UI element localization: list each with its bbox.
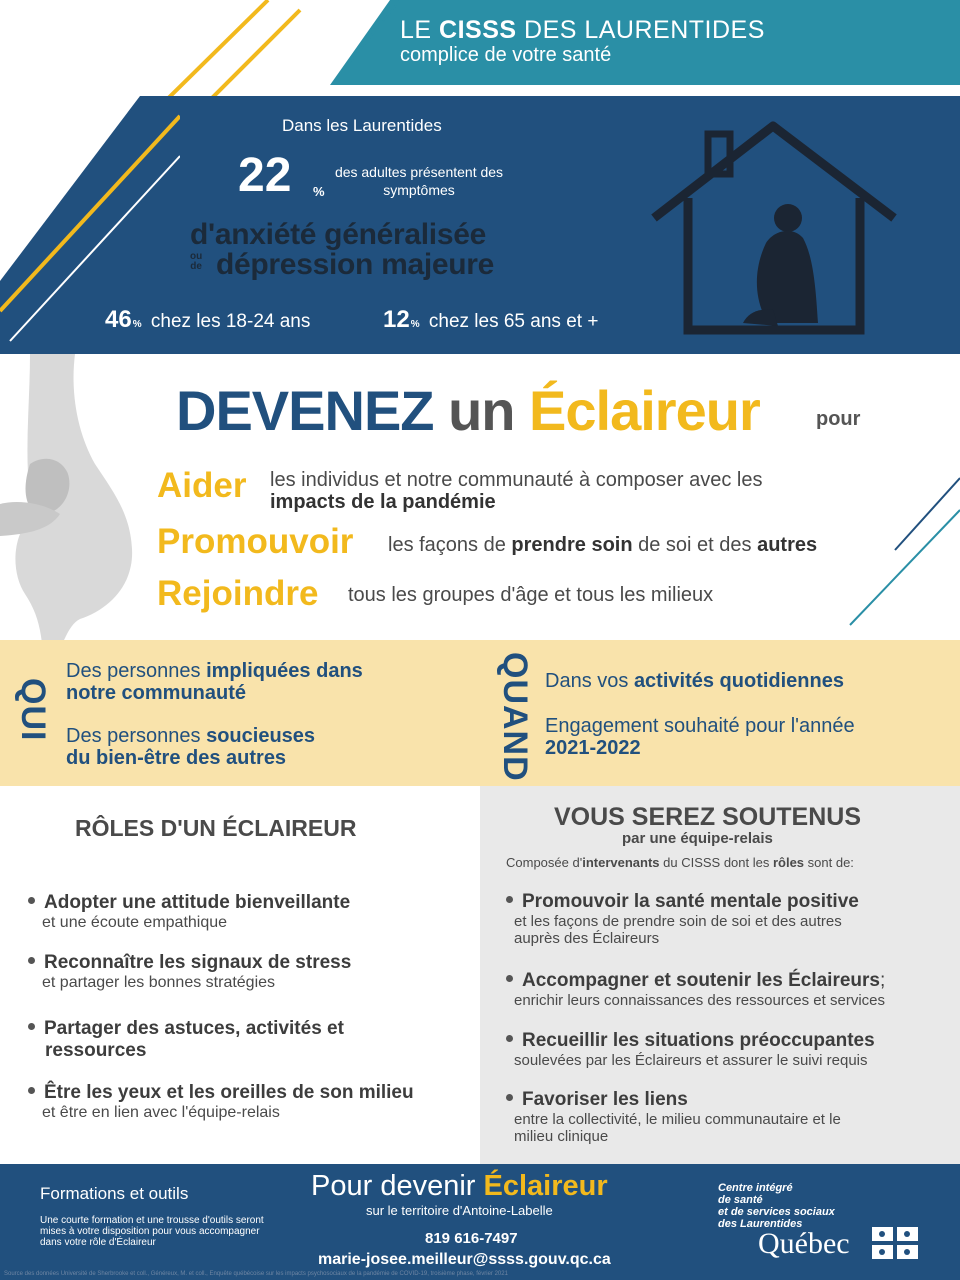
cisss-signature: Centre intégré de santé et de services sociaux des Laurentides xyxy=(718,1182,835,1230)
stat-young: 46% chez les 18-24 ans xyxy=(105,306,311,333)
goal-rejoindre-verb: Rejoindre xyxy=(157,574,319,613)
org-name: LE CISSS DES LAURENTIDES xyxy=(400,16,765,44)
quand-item-1: Dans vos activités quotidiennes xyxy=(545,670,844,692)
goal-aider-text: les individus et notre communauté à composer avec les impacts de la pandémie xyxy=(270,469,763,513)
sitting-person-icon xyxy=(743,204,818,326)
roles-title: RÔLES D'UN ÉCLAIREUR xyxy=(75,815,357,841)
house-icon xyxy=(648,118,903,338)
support-item: Accompagner et soutenir les Éclaireurs; enrichir leurs connaissances des ressources et services xyxy=(506,970,885,1009)
org-tagline: complice de votre santé xyxy=(400,44,612,66)
helping-hand-icon xyxy=(0,354,140,644)
condition-anxiety: d'anxiété généralisée xyxy=(190,218,486,251)
cta-territory: sur le territoire d'Antoine-Labelle xyxy=(366,1203,553,1218)
main-stat-value: 22 xyxy=(238,149,292,202)
condition-depression: dépression majeure xyxy=(216,248,495,281)
cta-title: Pour devenir Éclaireur xyxy=(311,1170,608,1202)
quand-item-2: Engagement souhaité pour l'année 2021-2022 xyxy=(545,715,855,759)
stat-old: 12% chez les 65 ans et + xyxy=(383,306,599,333)
goal-promouvoir-verb: Promouvoir xyxy=(157,522,354,561)
main-stat-unit: % xyxy=(313,184,325,199)
region-label: Dans les Laurentides xyxy=(282,116,442,135)
headline: DEVENEZ un Éclaireur xyxy=(176,379,760,442)
quebec-wordmark: Québec xyxy=(758,1227,850,1260)
support-intro: Composée d'intervenants du CISSS dont les rôles sont de: xyxy=(506,855,854,870)
support-item: Recueillir les situations préoccupantes soulevées par les Éclaireurs et assurer le suivi requis xyxy=(506,1030,875,1069)
qui-item-1: Des personnes impliquées dans notre communauté xyxy=(66,660,363,704)
data-source-note: Source des données Université de Sherbrooke et coll., Généreux, M. et coll., Enquête québécoise sur les impacts psychosociaux de la pandémie de COVID-19, troisième phase, février 2021 xyxy=(4,1271,508,1277)
qui-item-2: Des personnes soucieuses du bien-être des autres xyxy=(66,725,316,769)
contact-phone[interactable]: 819 616-7497 xyxy=(425,1230,518,1247)
goal-rejoindre-text: tous les groupes d'âge et tous les milieux xyxy=(348,584,714,606)
role-item: Partager des astuces, activités et ressources xyxy=(28,1018,344,1062)
training-text: Une courte formation et une trousse d'outils seront mises à votre disposition pour vous accompagner dans votre rôle d'Éclaireur xyxy=(40,1215,264,1248)
support-item: Promouvoir la santé mentale positive et les façons de prendre soin de soi et des autres auprès des Éclaireurs xyxy=(506,891,859,947)
contact-email[interactable]: marie-josee.meilleur@ssss.gouv.qc.ca xyxy=(318,1251,611,1268)
support-item: Favoriser les liens entre la collectivité, le milieu communautaire et le milieu clinique xyxy=(506,1089,841,1145)
role-item: Adopter une attitude bienveillante et une écoute empathique xyxy=(28,892,350,932)
training-title: Formations et outils xyxy=(40,1184,189,1203)
role-item: Être les yeux et les oreilles de son milieu et être en lien avec l'équipe-relais xyxy=(28,1082,414,1122)
condition-connector: ou de xyxy=(190,251,203,272)
headline-pour: pour xyxy=(816,408,861,430)
support-subtitle: par une équipe-relais xyxy=(622,830,773,847)
qui-label: QUI xyxy=(14,678,52,742)
role-item: Reconnaître les signaux de stress et partager les bonnes stratégies xyxy=(28,952,351,992)
goal-aider-verb: Aider xyxy=(157,466,247,505)
quebec-flag-icon xyxy=(872,1227,918,1259)
goal-promouvoir-text: les façons de prendre soin de soi et des autres xyxy=(388,534,818,556)
quand-label: QUAND xyxy=(496,652,534,782)
main-stat-label: des adultes présentent des symptômes xyxy=(334,164,504,198)
support-title: VOUS SEREZ SOUTENUS xyxy=(554,803,861,831)
decorative-lines-right xyxy=(840,470,960,630)
